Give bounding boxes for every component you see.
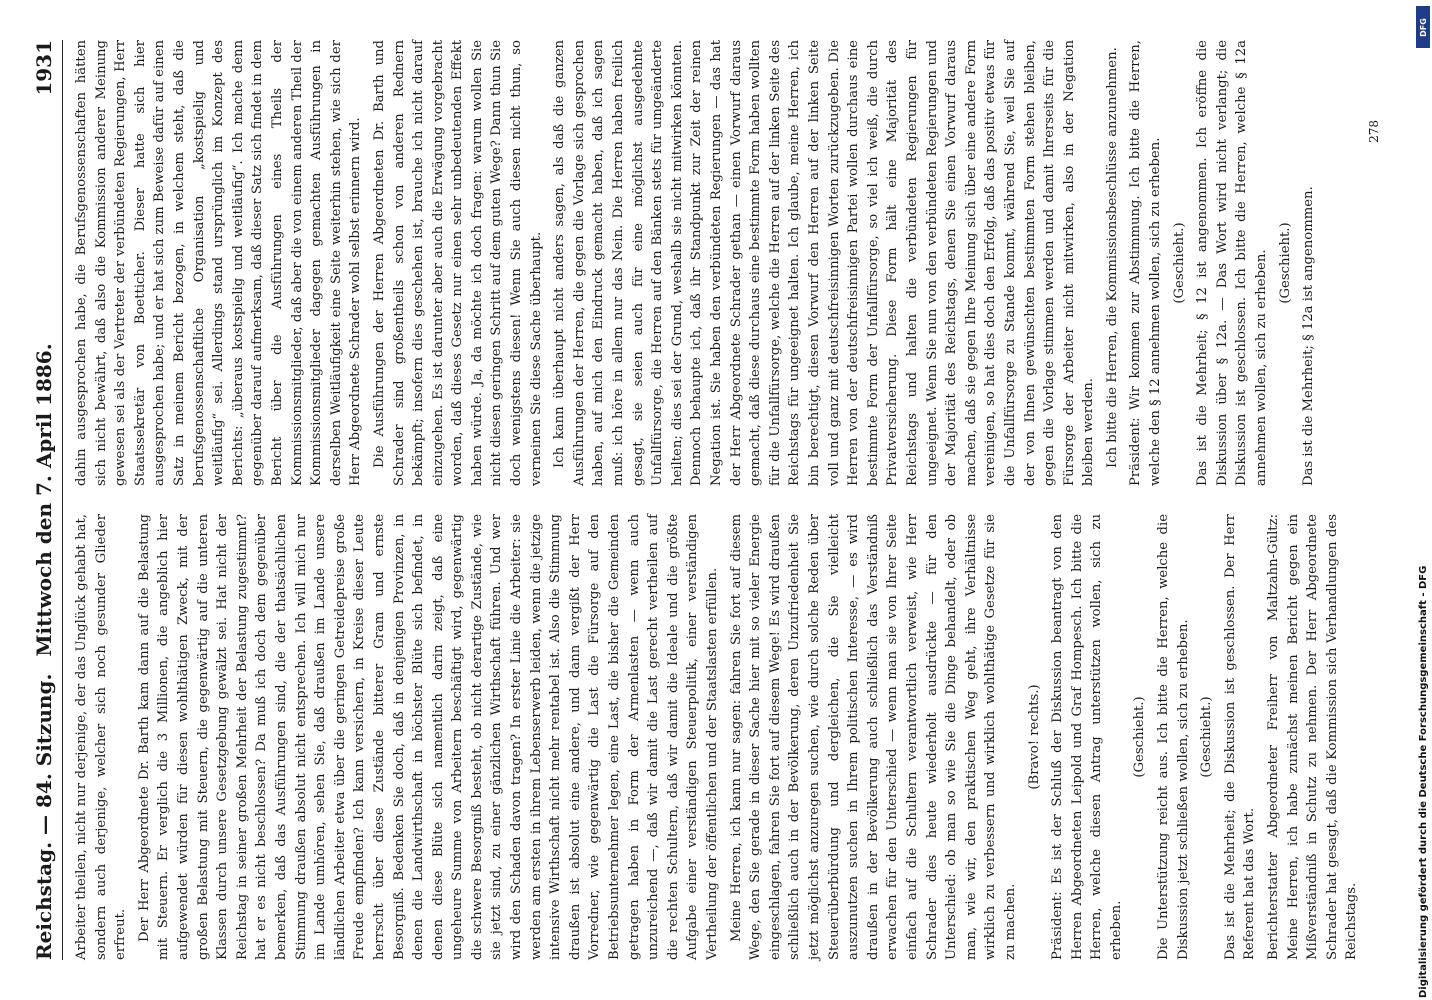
paragraph: Der Herr Abgeordnete Dr. Barth kam dann auf die Belastung mit Steuern. Er verglich die 3 Millionen, die angeblich hier aufgewendet würden für diesen wohlthätigen Zweck, mit der großen Belastung mit Steuern, die gegenwärtig auf die unteren Klassen durch unsere Gesetzgebung gewälzt sei. Hat nicht der Reichstag in seiner großen Mehrheit der Belastung zugestimmt? hat er es nicht beschlossen? Da muß ich doch dem gegenüber bemerken, daß das Ausführungen sind, die der thatsächlichen Stimmung draußen absolut nicht entsprechen. Ich will mich nur im Lande umhören, sehen Sie, daß draußen im Lande unsere ländlichen Arbeiter etwa über die geringen Getreidepreise große Freude empfinden? Ich kann versichern, in Kreise dieser Leute herrscht über diese Zustände bitterer Gram und ernste Besorgniß. Bedenken Sie doch, daß in denjenigen Provinzen, in denen die Landwirthschaft in höchster Blüte sich befindet, in denen diese Blüte sich namentlich darin zeigt, daß eine ungeheure Summe von Arbeitern beschäftigt wird, gegenwärtig die schwere Besorgniß besteht, ob nicht derartige Zustände, wie sie jetzt sind, zu einer gänzlichen Wirthschaft führen. Und wer wird den Schaden davon tragen? In erster Linie die Arbeiter: sie werden am ersten in ihrem Lebenserwerb leiden, wenn die jetzige intensive Wirthschaft nicht mehr rentabel ist. Also die Stimmung draußen ist absolut eine andere, und dann vergißt der Herr Vorredner, wie gegenwärtig die Last die Fürsorge auf den Betriebsunternehmer legen, eine Last, die bisher die Gemeinden getragen haben in Form der Armenlasten — wenn auch unzureichend —, daß wir damit die Last gerecht vertheilen auf die rechten Schultern, daß wir damit die Ideale und die größte Aufgabe einer verständigen Steuerpolitik, einer verständigen Vertheilung der öffentlichen und der Staatslasten erfüllen.: [136, 514, 720, 960]
digitization-credit: Digitalisierung gefördert durch die Deutsche Forschungsgemeinschaft - DFG: [1418, 565, 1429, 998]
paragraph: dahin ausgesprochen habe, die Berufsgenossenschaften hätten sich nicht bewährt, daß also die Kommission anderer Meinung gewesen sei als der Vertreter der verbündeten Regierungen, Herr Staatssekretär von Boetticher. Dieser hatte sich hier ausgesprochen habe; und er hat sich zum Beweise dafür auf einen Satz in meinem Bericht bezogen, in welchem steht, daß die berufsgenossenschaftliche Organisation „kostspielig und weitläufig“ sei. Allerdings stand ursprünglich im Konzept des Berichts: „überaus kostspielig und weitläufig“. Ich mache denn gegenüber darauf aufmerksam, daß dieser Satz sich findet in dem Bericht über die Ausführungen eines Theils der Kommissionsmitglieder, daß aber die von einem anderen Theil der Kommissionsmitglieder dagegen gemachten Ausführungen in derselben Weitläufigkeit eine Seite weiterhin stehen, wie sich der Herr Abgeordnete Schrader wohl selbst erinnern wird.: [74, 40, 364, 486]
text-columns: [72, 40, 1360, 960]
paragraph: Meine Herren, ich kann nur sagen: fahren Sie fort auf diesem Wege, den Sie gerade in dieser Sache hier mit so vieler Energie eingeschlagen, fahren Sie fort auf diesem Wege! Es wird draußen schließlich auch in der Bevölkerung, deren Unzufriedenheit Sie jetzt möglichst anzuregen suchen, wie durch solche Reden über Steuerüberbürdung und dergleichen, die Sie vielleicht auszunutzen suchen in Ihrem politischen Interesse, — es wird draußen in der Bevölkerung auch schließlich das Verständniß erwachen für den Unterschied — wenn man sie von Ihrer Seite einfach auf die Schultern verantwortlich verweist, wie Herr Schrader dies heute wiederholt ausdrückte — für den Unterschied: ob man so wie Sie die Dinge behandelt, oder ob man, wie wir, den praktischen Weg geht, ihre Verhältnisse wirklich zu verbessern und wirklich wohlthätige Gesetze für sie zu machen.: [728, 514, 1018, 960]
paragraph: Präsident: Es ist der Schluß der Diskussion beantragt von den Herren Abgeordneten Leipold und Graf Hompesch. Ich bitte die Herren, welche diesen Antrag unterstützen wollen, sich zu erheben.: [1050, 514, 1124, 960]
header-date: Mittwoch den 7. April 1886.: [32, 343, 56, 657]
right-column: [72, 40, 1355, 486]
stage-direction: (Bravo! rechts.): [1026, 684, 1042, 790]
stage-direction: (Geschieht.): [1199, 696, 1215, 778]
paragraph: Ich bitte die Herren, die Kommissionsbeschlüsse anzunehmen.: [1104, 47, 1120, 468]
paragraph: Das ist die Mehrheit; § 12 ist angenommen. Ich eröffne die Diskussion über § 12a. — Das Wort wird nicht verlangt; die Diskussion ist geschlossen. Ich bitte die Herren, welche § 12a annehmen wollen, sich zu erheben.: [1195, 40, 1270, 486]
stage-direction: (Geschieht.): [1171, 222, 1187, 304]
paragraph: Das ist die Mehrheit; die Diskussion ist geschlossen. Der Herr Referent hat das Wort.: [1222, 514, 1258, 960]
header-section-title: Reichstag. — 84. Sitzung.: [32, 673, 56, 960]
paragraph: Die Unterstützung reicht aus. Ich bitte die Herren, welche die Diskussion jetzt schließen wollen, sich zu erheben.: [1156, 514, 1191, 960]
paragraph: Berichterstatter Abgeordneter Freiherr von Maltzahn-Gültz: Meine Herren, ich habe zunächst meinen Bericht gegen ein Mißverständniß in Schutz zu nehmen. Der Herr Abgeordnete Schrader hat gesagt, daß die Kommission sich Verhandlungen des Reichstags.: [1266, 514, 1360, 960]
paragraph: Ich kann überhaupt nicht anders sagen, als daß die ganzen Ausführungen der Herren, die gegen die Vorlage sich gesprochen haben, auf mich den Eindruck gemacht haben, daß ich sagen muß: ich höre in allem nur das Nein. Die Herren haben freilich gesagt, sie seien auch für eine möglichst ausgedehnte Unfallfürsorge, die Herren auf den Bänken stets für umgeänderte heilten; dies sei der Grund, weshalb sie nicht mitwirken könnten. Dennoch behaupte ich, daß ihr Standpunkt zur Zeit der reinen Negation ist. Sie haben den verbündeten Regierungen — das hat der Herr Abgeordnete Schrader gethan — einen Vorwurf daraus gemacht, daß diese durchaus eine bestimmte Form haben wollten für die Unfallfürsorge, welche die Herren auf der linken Seite des Reichstags für ungeeignet halten. Ich glaube, meine Herren, ich bin berechtigt, diesen Vorwurf den Herren auf der linken Seite voll und ganz mit deutschfreisinnigen Worten zurückzugeben. Die Herren von der deutschfreisinnigen Partei wollen durchaus eine bestimmte Form der Unfallfürsorge, so viel ich weiß, die durch Privatversicherung. Diese Form hält eine Majorität des Reichstags und halten die verbündeten Regierungen für ungeeignet. Wenn Sie nun von den verbündeten Regierungen und der Majorität des Reichstags, denen Sie einen Vorwurf daraus machen, daß sie gegen Ihre Meinung sich über eine andere Form vereinigen, so hat dies doch den Erfolg, daß das positiv etwas für die Unfallfürsorge zu Stande kommt, während Sie, weil Sie auf der von Ihnen gewünschten bestimmten Form stehen bleiben, gegen die Vorlage stimmen werden und damit Ihrerseits für die Fürsorge der Arbeiter nicht mitwirken, also in der Negation bleiben werden.: [552, 40, 1097, 486]
paragraph: Das ist die Mehrheit; § 12a ist angenommen.: [1301, 186, 1317, 486]
header-page-number: 1931: [32, 40, 56, 96]
left-column: [72, 514, 1360, 960]
paragraph: Präsident: Wir kommen zur Abstimmung. Ich bitte die Herren, welche den § 12 annehmen wollen, sich zu erheben.: [1128, 40, 1164, 486]
stage-direction: (Geschieht.): [1132, 696, 1148, 778]
paragraph: Die Ausführungen der Herren Abgeordneten Dr. Barth und Schrader sind großentheils schon von anderen Rednern bekämpft; insofern dies geschehen ist, brauche ich nicht darauf einzugehen. Es ist darunter aber auch die Erwägung vorgebracht worden, daß dieses Gesetz nur einen sehr unbedeutenden Effekt haben würde. Ja, da möchte ich doch fragen: warum wollen Sie nicht diesen geringen Schritt auf dem guten Wege? Dann thun Sie doch wenigstens diesen! Wenn Sie auch diesen nicht thun, so verneinen Sie diese Sache überhaupt.: [371, 40, 544, 486]
footer-number: 278: [1367, 120, 1381, 143]
dfg-logo-text: DFG: [1418, 17, 1428, 37]
page-header: [28, 40, 63, 960]
dfg-logo: [1416, 6, 1430, 48]
paragraph: Arbeiter theilen, nicht nur derjenige, der das Unglück gehabt hat, sondern auch derjenige, welcher sich noch gesunder Glieder erfreut.: [74, 514, 129, 960]
stage-direction: (Geschieht.): [1277, 222, 1293, 304]
